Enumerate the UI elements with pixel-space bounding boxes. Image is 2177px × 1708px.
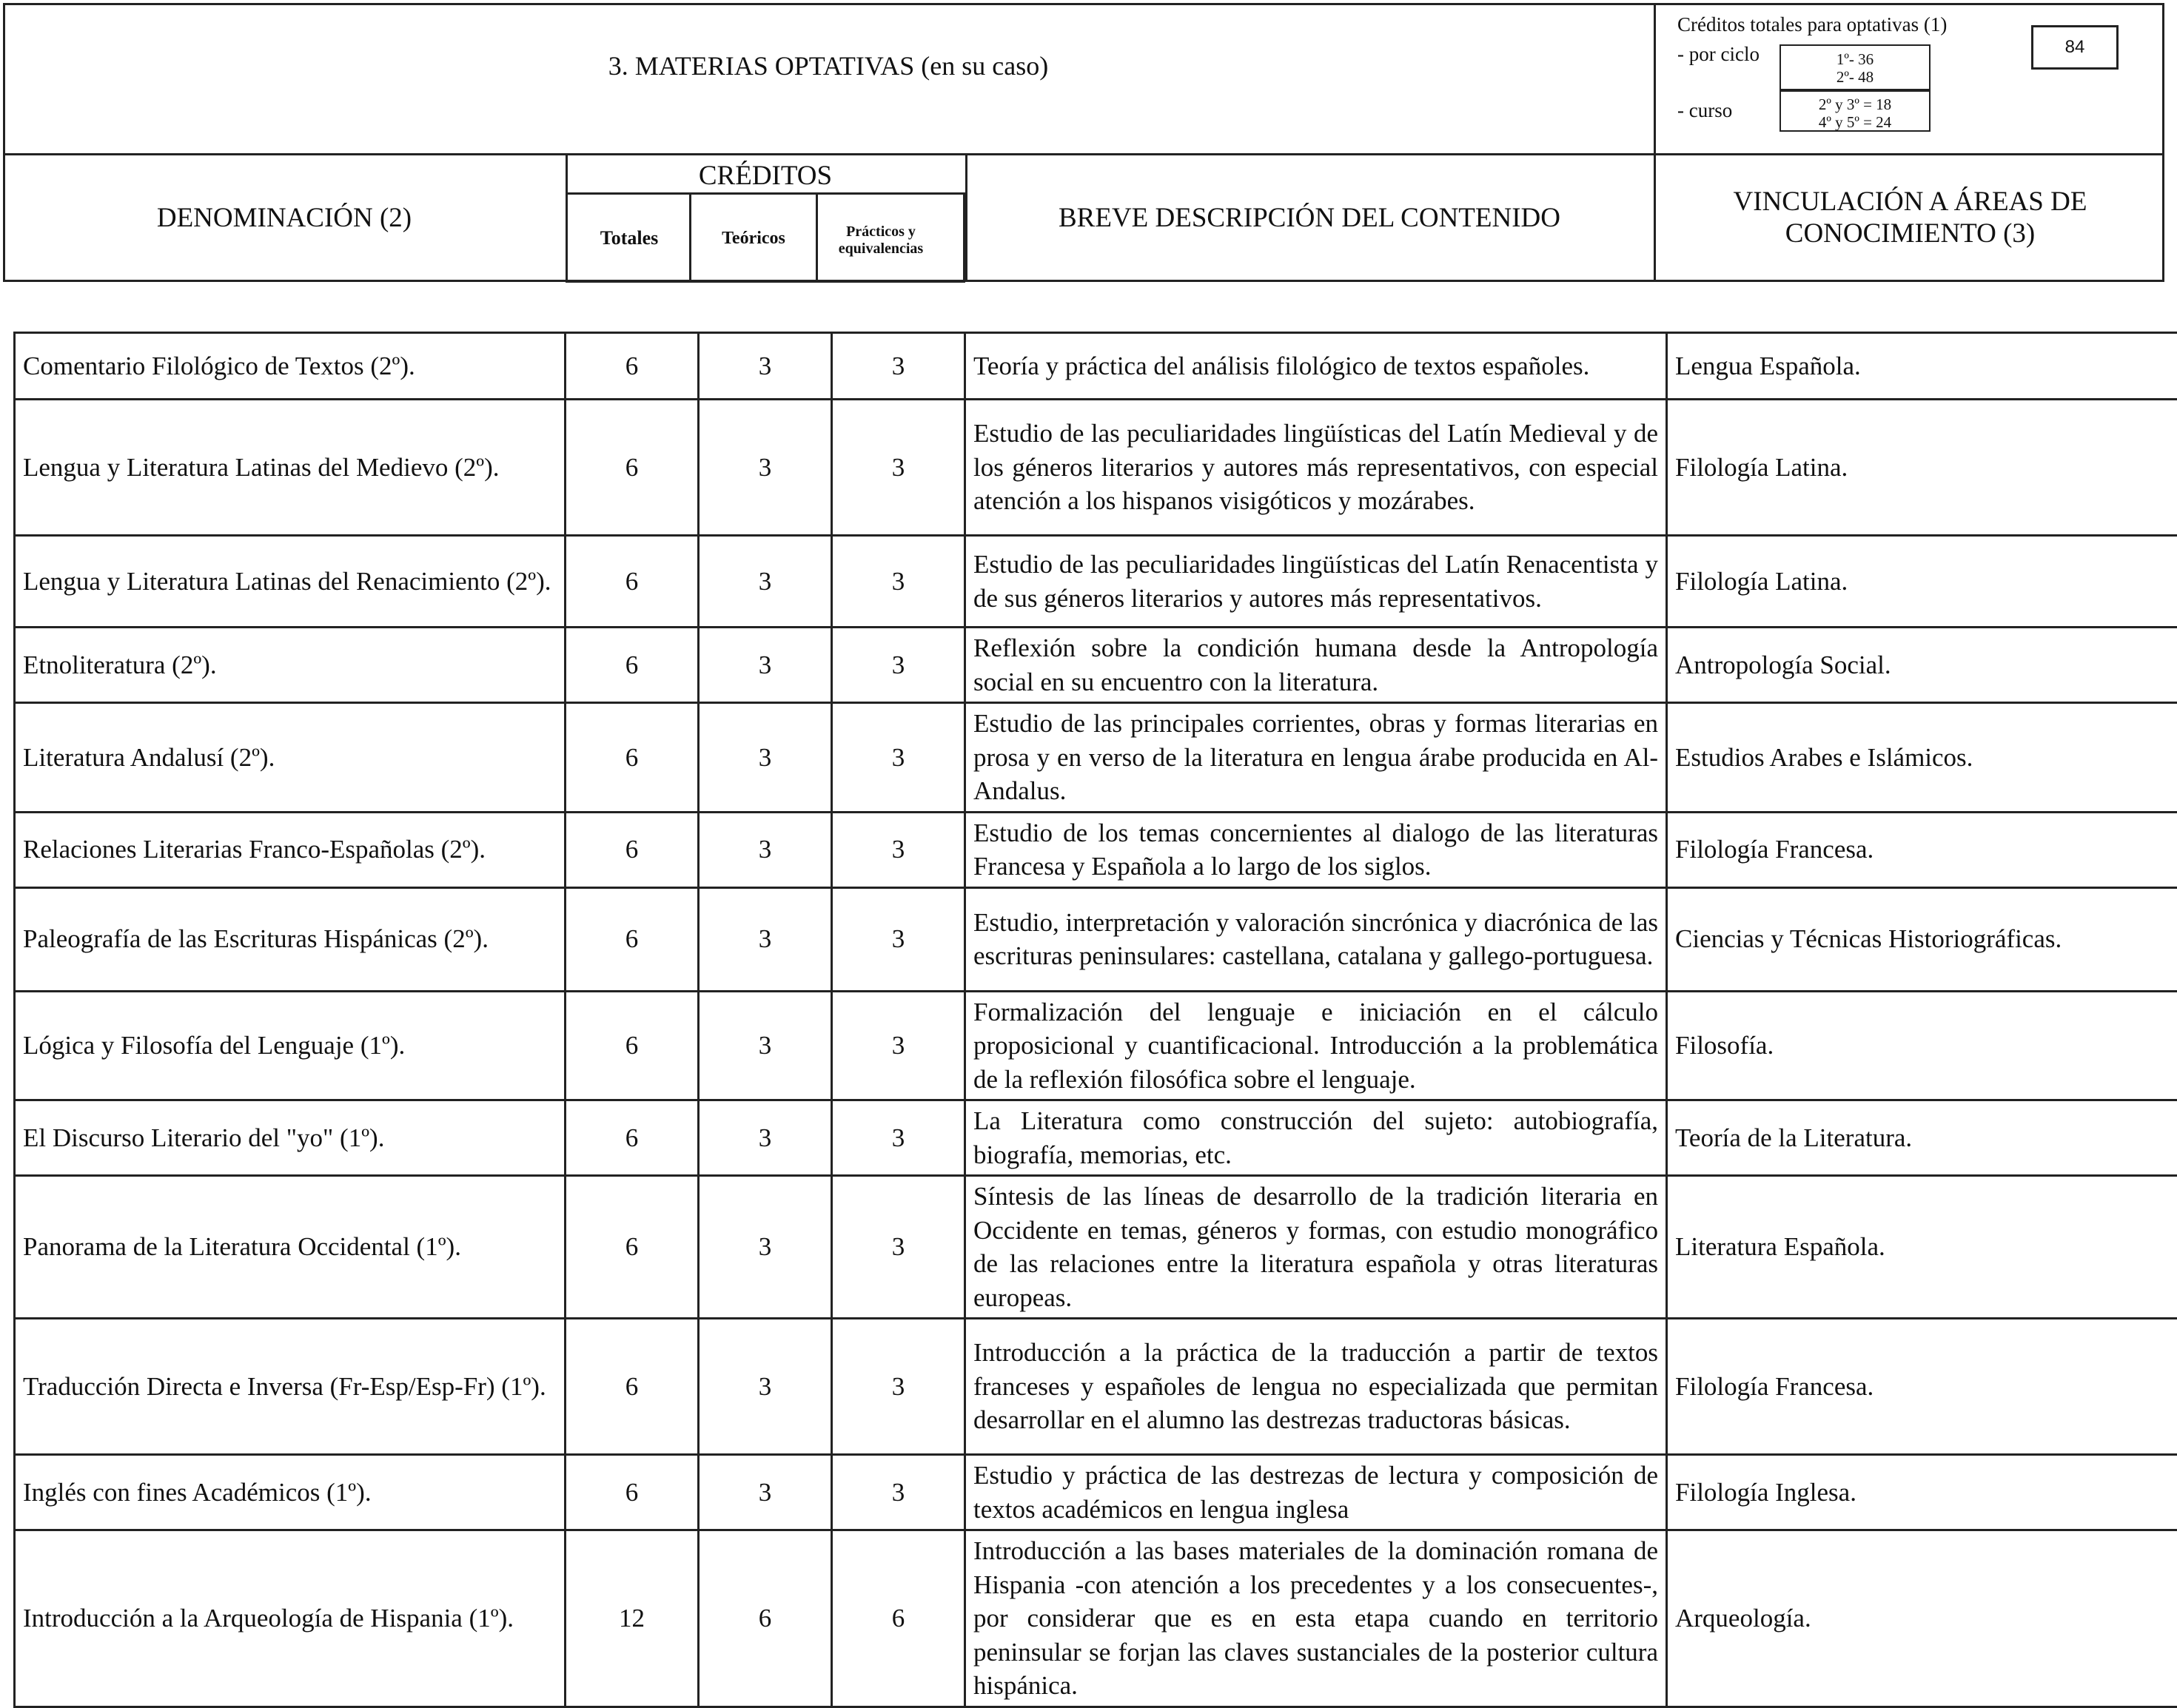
course-name: Panorama de la Literatura Occidental (1º).	[15, 1176, 566, 1319]
creditos-practicos: 6	[832, 1530, 965, 1707]
course-description: Estudio de las peculiaridades lingüísticas del Latín Renacentista y de sus géneros literarios y autores más representativos.	[965, 536, 1667, 628]
creditos-practicos: 3	[832, 536, 965, 628]
course-description: Estudio y práctica de las destrezas de lectura y composición de textos académicos en lengua inglesa	[965, 1455, 1667, 1530]
creditos-teoricos: 3	[699, 536, 832, 628]
course-name: Paleografía de las Escrituras Hispánicas (2º).	[15, 887, 566, 991]
creditos-totales: 6	[566, 1100, 699, 1176]
creditos-teoricos: 3	[699, 1100, 832, 1176]
curso-box	[1779, 90, 1931, 132]
curso-line1: 2º y 3º = 18	[1781, 95, 1929, 113]
course-name: Inglés con fines Académicos (1º).	[15, 1455, 566, 1530]
table-row	[15, 1319, 2177, 1455]
creditos-teoricos: 3	[699, 887, 832, 991]
creditos-practicos: 3	[832, 703, 965, 813]
creditos-practicos: 3	[832, 1176, 965, 1319]
creditos-practicos: 3	[832, 400, 965, 536]
creditos-practicos: 3	[832, 1455, 965, 1530]
table-row	[15, 1100, 2177, 1176]
page-title: 3. MATERIAS OPTATIVAS (en su caso)	[3, 3, 1654, 129]
course-description: Síntesis de las líneas de desarrollo de la tradición literaria en Occidente en temas, géneros y formas, con estudio monográfico de las relaciones entre la literatura española y otras literaturas europeas.	[965, 1176, 1667, 1319]
creditos-totales: 6	[566, 1455, 699, 1530]
course-name: Literatura Andalusí (2º).	[15, 703, 566, 813]
col-divider-4	[965, 153, 967, 282]
knowledge-area: Filología Inglesa.	[1667, 1455, 2177, 1530]
course-name: Comentario Filológico de Textos (2º).	[15, 333, 566, 400]
col-divider-3	[816, 192, 818, 283]
creditos-practicos: 3	[832, 991, 965, 1100]
header-divider	[1654, 3, 1656, 155]
course-description: Estudio de los temas concernientes al dialogo de las literaturas Francesa y Española a lo largo de los siglos.	[965, 812, 1667, 887]
creditos-totales: 6	[566, 1176, 699, 1319]
creditos-totales: 6	[566, 812, 699, 887]
knowledge-area: Filosofía.	[1667, 991, 2177, 1100]
table-row	[15, 333, 2177, 400]
course-description: Estudio de las principales corrientes, obras y formas literarias en prosa y en verso de la literatura en lengua árabe producida en Al-Andalus.	[965, 703, 1667, 813]
creditos-teoricos: 3	[699, 333, 832, 400]
curso-line2: 4º y 5º = 24	[1781, 113, 1929, 131]
knowledge-area: Lengua Española.	[1667, 333, 2177, 400]
course-description: Introducción a las bases materiales de la dominación romana de Hispania -con atención a los precedentes y a los consecuentes-, por considerar que es en esta etapa cuando en territorio peninsular se forjan las claves sustanciales de la posterior cultura hispánica.	[965, 1530, 1667, 1707]
creditos-practicos: 3	[832, 887, 965, 991]
course-description: Formalización del lenguaje e iniciación en el cálculo proposicional y cuantificacional. Introducción a la problemática de la reflexión filosófica sobre el lenguaje.	[965, 991, 1667, 1100]
table-row	[15, 400, 2177, 536]
curso-label: - curso	[1677, 99, 1732, 122]
table-row	[15, 812, 2177, 887]
course-name: Lógica y Filosofía del Lenguaje (1º).	[15, 991, 566, 1100]
knowledge-area: Filología Latina.	[1667, 400, 2177, 536]
knowledge-area: Antropología Social.	[1667, 628, 2177, 703]
creditos-practicos: 3	[832, 1100, 965, 1176]
course-description: Estudio de las peculiaridades lingüísticas del Latín Medieval y de los géneros literarios y autores más representativos, con especial atención a los hispanos visigóticos y mozárabes.	[965, 400, 1667, 536]
creditos-teoricos: 3	[699, 703, 832, 813]
creditos-totales: 6	[566, 887, 699, 991]
course-description: La Literatura como construcción del sujeto: autobiografía, biografía, memorias, etc.	[965, 1100, 1667, 1176]
creditos-teoricos: 3	[699, 991, 832, 1100]
knowledge-area: Filología Francesa.	[1667, 812, 2177, 887]
course-description: Introducción a la práctica de la traducción a partir de textos franceses y españoles de lengua no especializada que permitan desarrollar en el alumno las destrezas traductoras básicas.	[965, 1319, 1667, 1455]
creditos-practicos: 3	[832, 812, 965, 887]
knowledge-area: Filología Francesa.	[1667, 1319, 2177, 1455]
creditos-practicos: 3	[832, 1319, 965, 1455]
creditos-teoricos: 3	[699, 400, 832, 536]
creditos-totales: 6	[566, 703, 699, 813]
por-ciclo-label: - por ciclo	[1677, 43, 1760, 66]
table-row	[15, 991, 2177, 1100]
col-creditos: CRÉDITOS	[568, 157, 963, 194]
creditos-practicos: 3	[832, 628, 965, 703]
course-name: Etnoliteratura (2º).	[15, 628, 566, 703]
knowledge-area: Filología Latina.	[1667, 536, 2177, 628]
creditos-totales: 6	[566, 1319, 699, 1455]
knowledge-area: Ciencias y Técnicas Historiográficas.	[1667, 887, 2177, 991]
creditos-totales: 6	[566, 536, 699, 628]
creditos-totales: 6	[566, 400, 699, 536]
table-row	[15, 703, 2177, 813]
creditos-totales: 6	[566, 333, 699, 400]
course-name: Lengua y Literatura Latinas del Renacimiento (2º).	[15, 536, 566, 628]
table-row	[15, 887, 2177, 991]
table-row	[15, 1530, 2177, 1707]
course-name: El Discurso Literario del "yo" (1º).	[15, 1100, 566, 1176]
optativas-rows	[15, 333, 2177, 1707]
creditos-teoricos: 6	[699, 1530, 832, 1707]
col-vinculacion: VINCULACIÓN A ÁREAS DE CONOCIMIENTO (3)	[1656, 153, 2164, 282]
creditos-teoricos: 3	[699, 1455, 832, 1530]
course-description: Reflexión sobre la condición humana desde la Antropología social en su encuentro con la literatura.	[965, 628, 1667, 703]
knowledge-area: Arqueología.	[1667, 1530, 2177, 1707]
col-totales: Totales	[568, 195, 691, 282]
creditos-teoricos: 3	[699, 1319, 832, 1455]
col-teoricos: Teóricos	[691, 195, 816, 282]
course-description: Estudio, interpretación y valoración sincrónica y diacrónica de las escrituras peninsulares: castellana, catalana y gallego-portuguesa.	[965, 887, 1667, 991]
creditos-teoricos: 3	[699, 628, 832, 703]
table-row	[15, 536, 2177, 628]
optativas-table	[13, 332, 2177, 1708]
creditos-practicos: 3	[832, 333, 965, 400]
creditos-totales-value	[2031, 25, 2119, 70]
por-ciclo-line1: 1º- 36	[1781, 50, 1929, 68]
knowledge-area: Estudios Arabes e Islámicos.	[1667, 703, 2177, 813]
table-row	[15, 628, 2177, 703]
knowledge-area: Literatura Española.	[1667, 1176, 2177, 1319]
creditos-totales: 12	[566, 1530, 699, 1707]
knowledge-area: Teoría de la Literatura.	[1667, 1100, 2177, 1176]
table-row	[15, 1455, 2177, 1530]
creditos-totales: 6	[566, 991, 699, 1100]
col-practicos: Prácticos y equivalencias	[822, 200, 940, 281]
course-name: Lengua y Literatura Latinas del Medievo (2º).	[15, 400, 566, 536]
course-name: Traducción Directa e Inversa (Fr-Esp/Esp-Fr) (1º).	[15, 1319, 566, 1455]
table-row	[15, 1176, 2177, 1319]
creditos-totales-label: Créditos totales para optativas (1)	[1677, 13, 1947, 36]
creditos-teoricos: 3	[699, 812, 832, 887]
por-ciclo-line2: 2º- 48	[1781, 68, 1929, 86]
creditos-totales-number: 84	[2065, 37, 2085, 58]
col-descripcion: BREVE DESCRIPCIÓN DEL CONTENIDO	[965, 153, 1654, 282]
col-denominacion: DENOMINACIÓN (2)	[3, 153, 566, 282]
course-description: Teoría y práctica del análisis filológico de textos españoles.	[965, 333, 1667, 400]
creditos-totales: 6	[566, 628, 699, 703]
course-name: Introducción a la Arqueología de Hispania (1º).	[15, 1530, 566, 1707]
creditos-teoricos: 3	[699, 1176, 832, 1319]
por-ciclo-box	[1779, 44, 1931, 90]
course-name: Relaciones Literarias Franco-Españolas (2º).	[15, 812, 566, 887]
